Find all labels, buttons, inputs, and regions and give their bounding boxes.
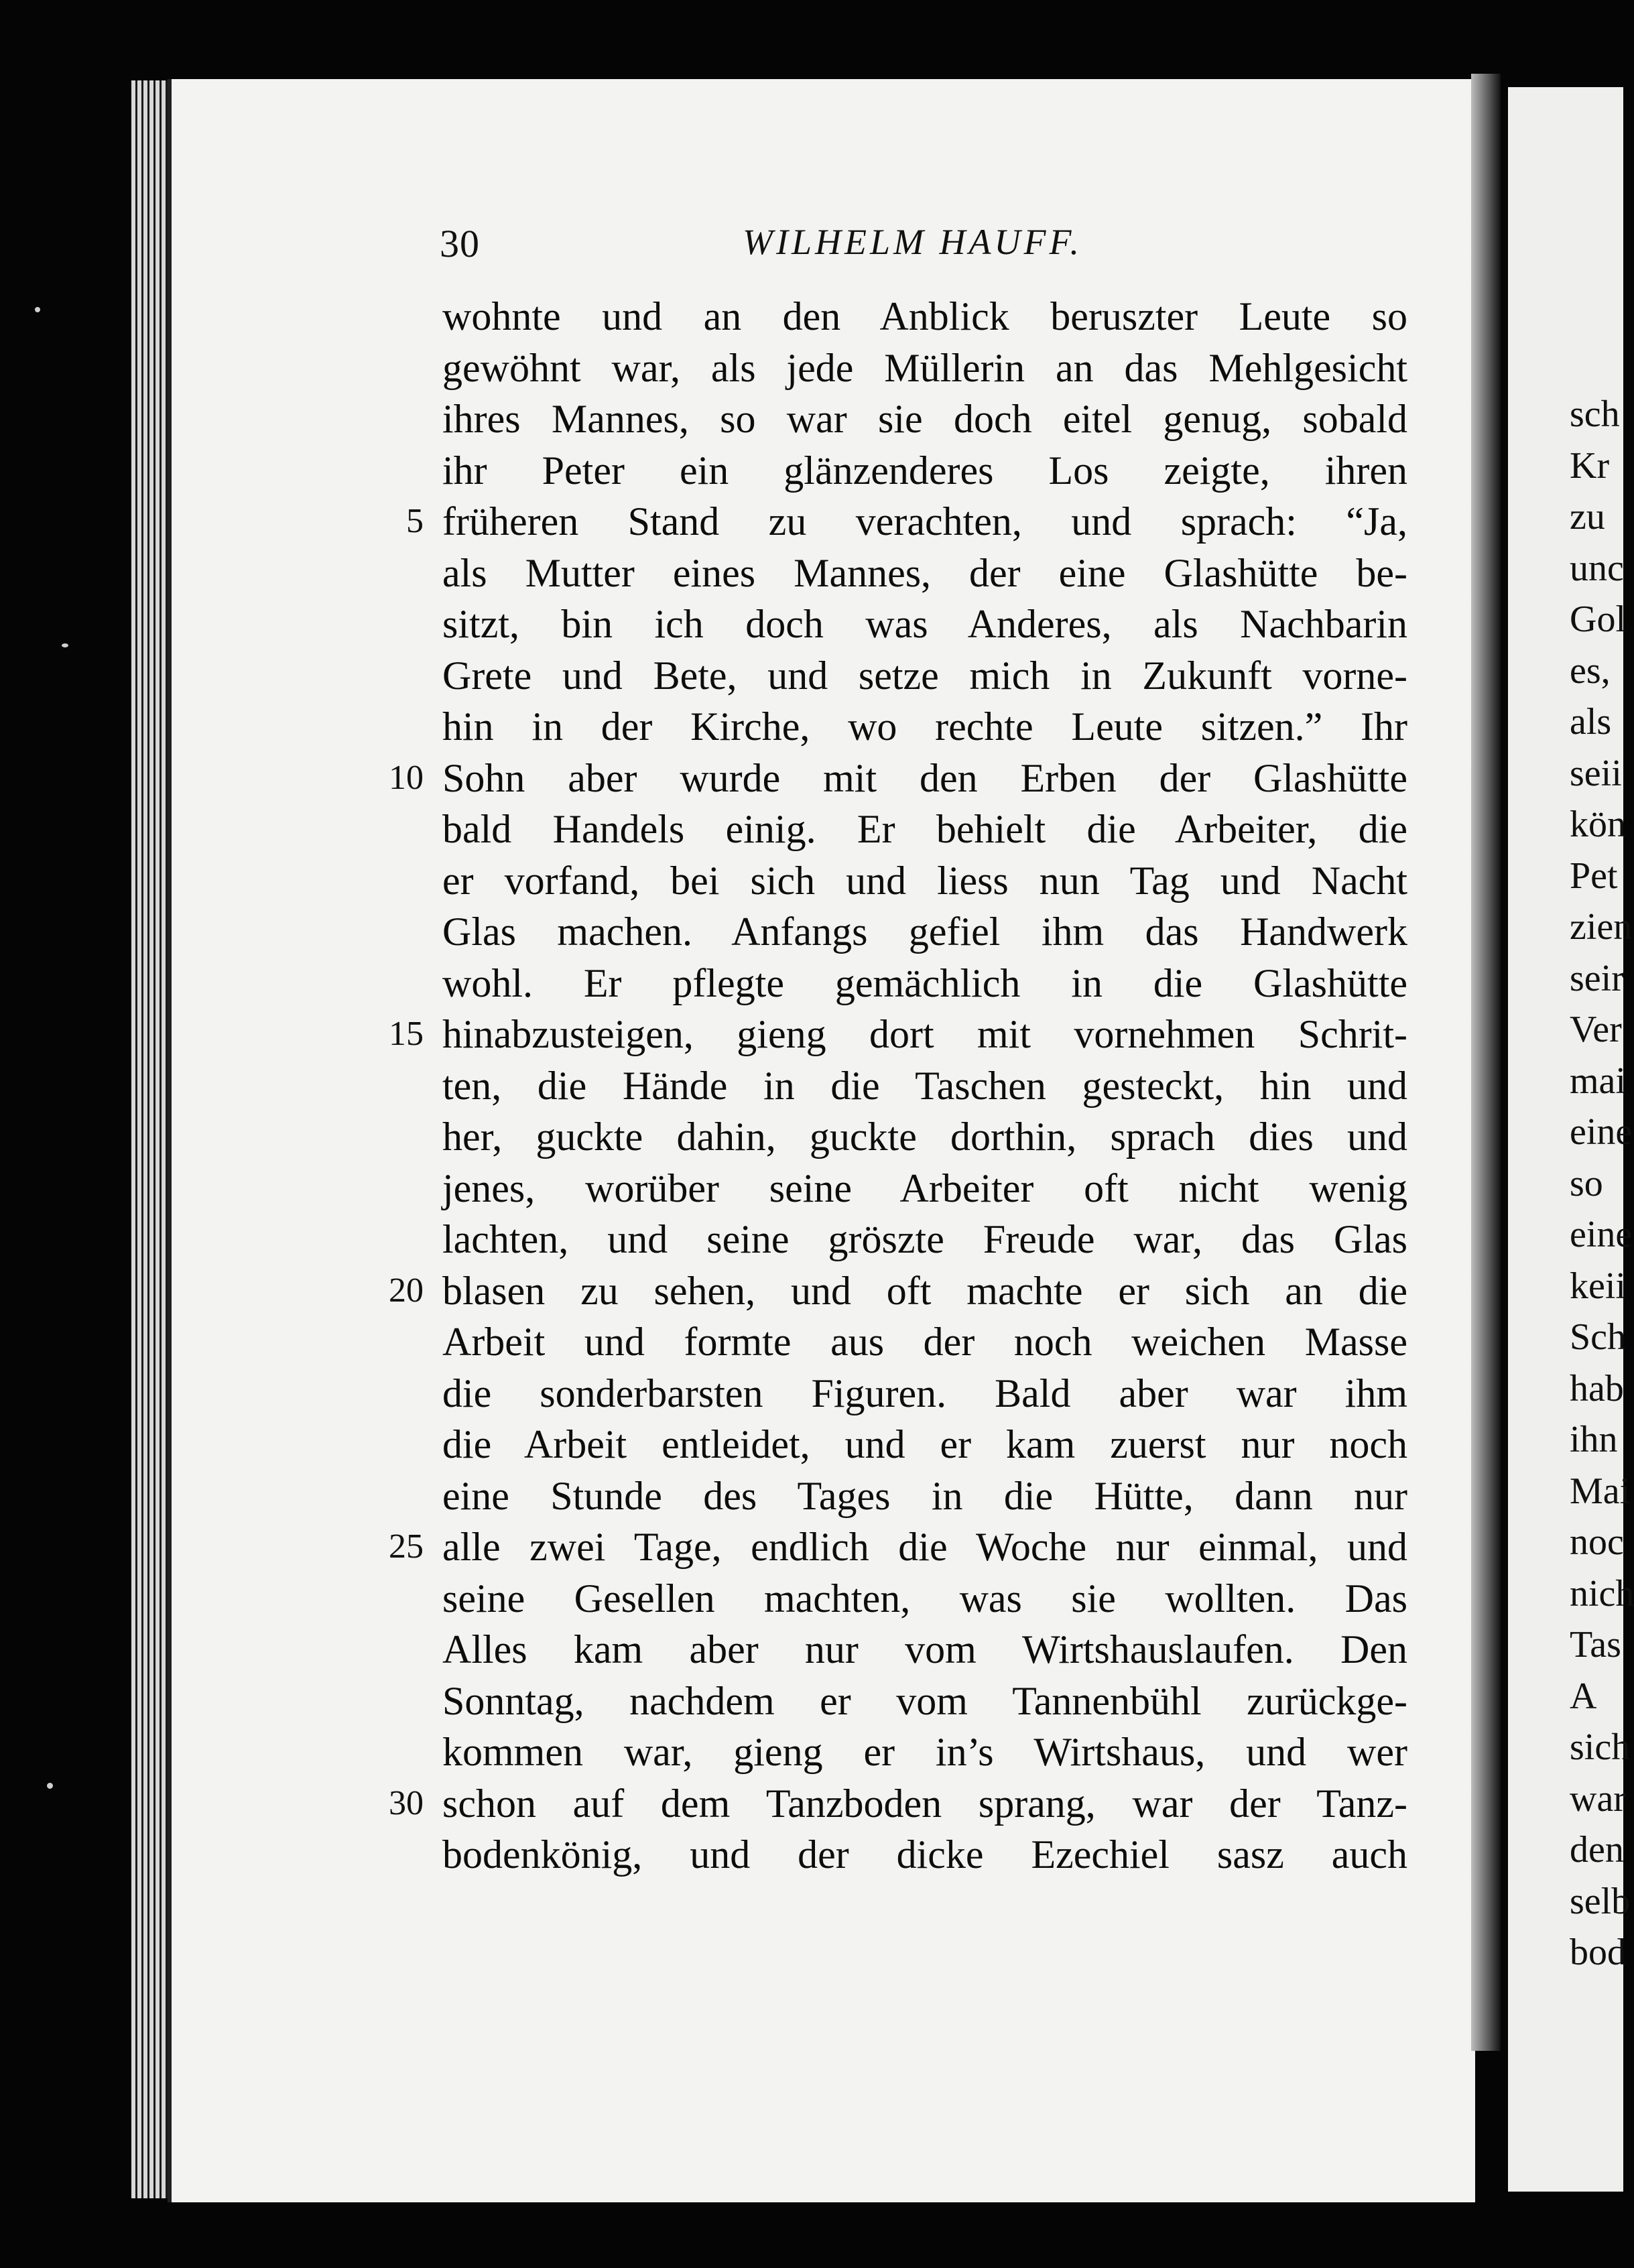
text-line: [375, 1009, 1407, 1060]
text-line: [375, 342, 1407, 394]
line-text: jenes, worüber seine Arbeiter oft nicht wenig: [442, 1166, 1407, 1210]
line-number: 20: [389, 1271, 424, 1310]
facing-line-fragment: Mai: [1570, 1470, 1631, 1512]
line-text: er vorfand, bei sich und liess nun Tag und Nacht: [442, 858, 1407, 903]
text-line: [375, 598, 1407, 650]
dust-speck: [47, 1783, 53, 1789]
page-number: 30: [440, 222, 480, 265]
facing-line-fragment: seii: [1570, 752, 1622, 794]
line-number: 15: [389, 1015, 424, 1053]
line-text: bald Handels einig. Er behielt die Arbeiter, die: [442, 807, 1407, 851]
text-line: [375, 1573, 1407, 1625]
line-text: bodenkönig, und der dicke Ezechiel sasz auch: [442, 1832, 1407, 1877]
text-line: [375, 1676, 1407, 1727]
line-text: alle zwei Tage, endlich die Woche nur einmal, und: [442, 1525, 1407, 1569]
text-line: [375, 855, 1407, 907]
line-text: kommen war, gieng er in’s Wirtshaus, und wer: [442, 1730, 1407, 1774]
line-text: als Mutter eines Mannes, der eine Glashütte be-: [442, 550, 1407, 595]
facing-line-fragment: als: [1570, 701, 1612, 743]
running-head: [440, 221, 1411, 275]
facing-line-fragment: keii: [1570, 1265, 1626, 1307]
text-line: [375, 1060, 1407, 1112]
line-text: wohnte und an den Anblick beruszter Leute so: [442, 294, 1407, 338]
text-line: [375, 753, 1407, 804]
dust-speck: [35, 307, 40, 312]
text-line: [375, 650, 1407, 702]
facing-line-fragment: es,: [1570, 649, 1611, 692]
line-text: her, guckte dahin, guckte dorthin, sprach dies und: [442, 1115, 1407, 1159]
facing-page-text: [1508, 389, 1634, 1978]
line-text: wohl. Er pflegte gemächlich in die Glashütte: [442, 960, 1407, 1005]
line-text: Glas machen. Anfangs gefiel ihm das Handwerk: [442, 909, 1407, 954]
line-text: seine Gesellen machten, was sie wollten. Das: [442, 1576, 1407, 1621]
facing-line-fragment: unc: [1570, 547, 1624, 589]
line-text: Arbeit und formte aus der noch weichen Masse: [442, 1320, 1407, 1364]
facing-line-fragment: war: [1570, 1777, 1626, 1820]
text-line: [375, 1521, 1407, 1573]
facing-line-fragment: den: [1570, 1829, 1624, 1871]
facing-line-fragment: selb: [1570, 1880, 1631, 1922]
line-text: Grete und Bete, und setze mich in Zukunft vorne-: [442, 653, 1407, 698]
facing-line-fragment: nich: [1570, 1572, 1634, 1615]
facing-line-fragment: kön: [1570, 804, 1626, 845]
text-line: [375, 393, 1407, 445]
text-line: [375, 291, 1407, 342]
text-line: [375, 1111, 1407, 1163]
facing-line-fragment: zien: [1570, 906, 1633, 948]
facing-line-fragment: Gol: [1570, 598, 1626, 640]
text-line: [375, 1726, 1407, 1778]
line-number: 10: [389, 758, 424, 797]
facing-line-fragment: noc: [1570, 1521, 1624, 1563]
line-text: Sonntag, nachdem er vom Tannenbühl zurückge-: [442, 1678, 1407, 1723]
text-line: [375, 1265, 1407, 1317]
line-text: ihr Peter ein glänzenderes Los zeigte, ihren: [442, 448, 1407, 493]
line-text: Sohn aber wurde mit den Erben der Glashütte: [442, 755, 1407, 800]
facing-line-fragment: mai: [1570, 1060, 1626, 1102]
line-text: ihres Mannes, so war sie doch eitel genug, sobald: [442, 397, 1407, 441]
line-text: gewöhnt war, als jede Müllerin an das Mehlgesicht: [442, 345, 1407, 390]
running-title: WILHELM HAUFF.: [743, 222, 1082, 262]
line-text: Alles kam aber nur vom Wirtshauslaufen. Den: [442, 1627, 1407, 1672]
line-text: blasen zu sehen, und oft machte er sich an die: [442, 1268, 1407, 1313]
line-text: hinabzusteigen, gieng dort mit vornehmen Schrit-: [442, 1012, 1407, 1056]
text-line: [375, 1163, 1407, 1214]
facing-line-fragment: hab: [1570, 1367, 1624, 1409]
line-text: lachten, und seine gröszte Freude war, das Glas: [442, 1217, 1407, 1261]
body-text: [375, 291, 1407, 1881]
text-line: [375, 1419, 1407, 1470]
line-text: sitzt, bin ich doch was Anderes, als Nachbarin: [442, 602, 1407, 646]
text-line: [375, 1470, 1407, 1522]
facing-line-fragment: eine: [1570, 1214, 1633, 1255]
text-line: [375, 1624, 1407, 1676]
facing-line-fragment: A: [1570, 1675, 1597, 1717]
facing-line-fragment: Kr: [1570, 444, 1610, 487]
line-text: eine Stunde des Tages in die Hütte, dann nur: [442, 1473, 1407, 1518]
line-number: 5: [406, 502, 424, 540]
facing-line-fragment: bod: [1570, 1932, 1626, 1973]
line-text: die Arbeit entleidet, und er kam zuerst nur noch: [442, 1422, 1407, 1466]
line-text: schon auf dem Tanzboden sprang, war der Tanz-: [442, 1781, 1407, 1826]
text-line: [375, 1778, 1407, 1830]
text-line: [375, 1214, 1407, 1265]
facing-line-fragment: Ver: [1570, 1009, 1622, 1050]
facing-line-fragment: Tas: [1570, 1624, 1621, 1665]
text-line: [375, 906, 1407, 958]
text-line: [375, 701, 1407, 753]
text-line: [375, 958, 1407, 1009]
text-line: [375, 804, 1407, 855]
line-number: 25: [389, 1527, 424, 1566]
facing-line-fragment: sch: [1570, 393, 1620, 435]
text-line: [375, 548, 1407, 599]
facing-line-fragment: Pet: [1570, 855, 1618, 897]
facing-page: [1508, 87, 1634, 2192]
facing-line-fragment: ihn: [1570, 1419, 1618, 1460]
facing-line-fragment: sich: [1570, 1726, 1631, 1768]
book-gutter: [1471, 74, 1501, 2051]
facing-line-fragment: eine: [1570, 1111, 1633, 1153]
line-number: 30: [389, 1783, 424, 1822]
line-text: früheren Stand zu verachten, und sprach: “Ja,: [442, 499, 1407, 544]
text-line: [375, 1316, 1407, 1368]
facing-line-fragment: zu: [1570, 496, 1605, 538]
facing-line-fragment: Sch: [1570, 1316, 1626, 1358]
line-text: die sonderbarsten Figuren. Bald aber war ihm: [442, 1371, 1407, 1415]
text-line: [375, 496, 1407, 548]
facing-line-fragment: seir: [1570, 957, 1624, 999]
line-text: hin in der Kirche, wo rechte Leute sitzen.” Ihr: [442, 704, 1407, 749]
line-text: ten, die Hände in die Taschen gesteckt, hin und: [442, 1063, 1407, 1108]
facing-line-fragment: so: [1570, 1162, 1603, 1204]
text-line: [375, 1829, 1407, 1881]
text-line: [375, 445, 1407, 497]
dust-speck: [62, 643, 68, 647]
text-line: [375, 1368, 1407, 1420]
